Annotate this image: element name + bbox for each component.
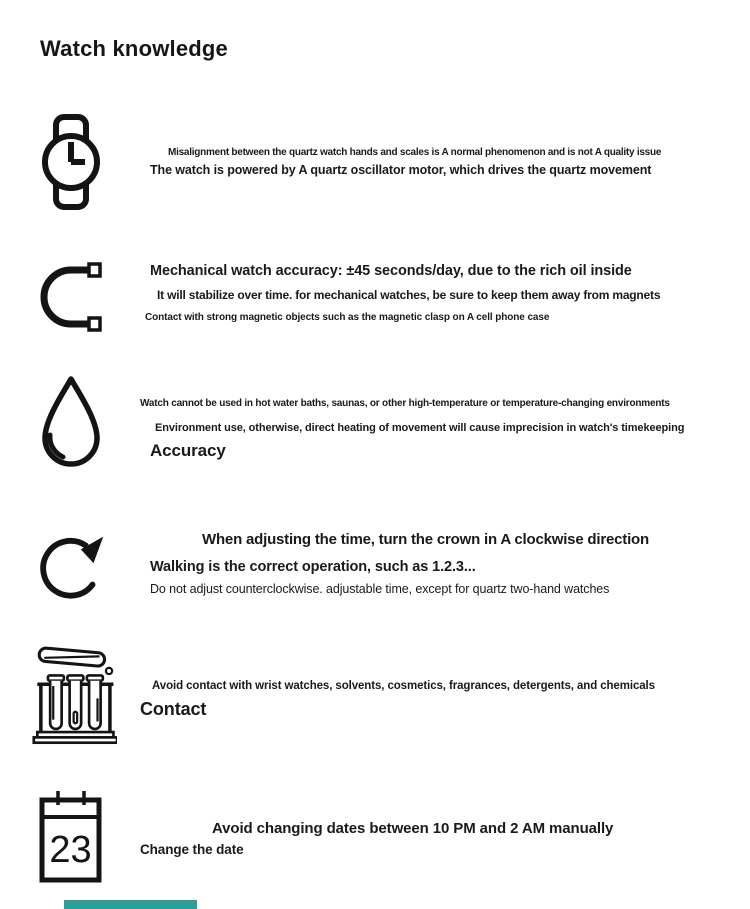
- adjustment-note-secondary: Walking is the correct operation, such as 1.2.3...: [150, 559, 476, 575]
- adjustment-note-main: When adjusting the time, turn the crown in A clockwise direction: [202, 531, 649, 548]
- quartz-note-main: The watch is powered by A quartz oscillator motor, which drives the quartz movement: [150, 163, 652, 177]
- contact-heading: Contact: [140, 699, 207, 719]
- page-title: Watch knowledge: [40, 36, 228, 61]
- adjustment-note-small: Do not adjust counterclockwise. adjustable time, except for quartz two-hand watches: [150, 582, 610, 596]
- quartz-note-small: Misalignment between the quartz watch hands and scales is A normal phenomenon and is not A quality issue: [168, 147, 662, 158]
- date-note-secondary: Change the date: [140, 842, 244, 857]
- clockwise-arrow-icon: [38, 523, 106, 609]
- accuracy-heading: Accuracy: [150, 441, 226, 460]
- magnet-note-main: Mechanical watch accuracy: ±45 seconds/day, due to the rich oil inside: [150, 263, 632, 279]
- magnet-icon: [40, 261, 102, 333]
- water-drop-icon: [37, 375, 104, 470]
- calendar-icon: [37, 788, 104, 885]
- test-tubes-icon: [32, 643, 117, 745]
- bottom-accent-bar: [64, 900, 197, 909]
- temperature-note-secondary: Environment use, otherwise, direct heating of movement will cause imprecision in watch's timekeeping: [155, 422, 685, 434]
- chemical-note-small: Avoid contact with wrist watches, solvents, cosmetics, fragrances, detergents, and chemicals: [152, 680, 655, 692]
- temperature-note-small: Watch cannot be used in hot water baths, saunas, or other high-temperature or temperature-changing environments: [140, 398, 670, 409]
- magnet-note-secondary: It will stabilize over time. for mechanical watches, be sure to keep them away from magnets: [157, 288, 661, 302]
- magnet-note-small: Contact with strong magnetic objects such as the magnetic clasp on A cell phone case: [145, 312, 550, 323]
- calendar-day: 23: [49, 829, 92, 871]
- date-note-main: Avoid changing dates between 10 PM and 2 AM manually: [212, 820, 614, 837]
- wristwatch-icon: [42, 114, 100, 210]
